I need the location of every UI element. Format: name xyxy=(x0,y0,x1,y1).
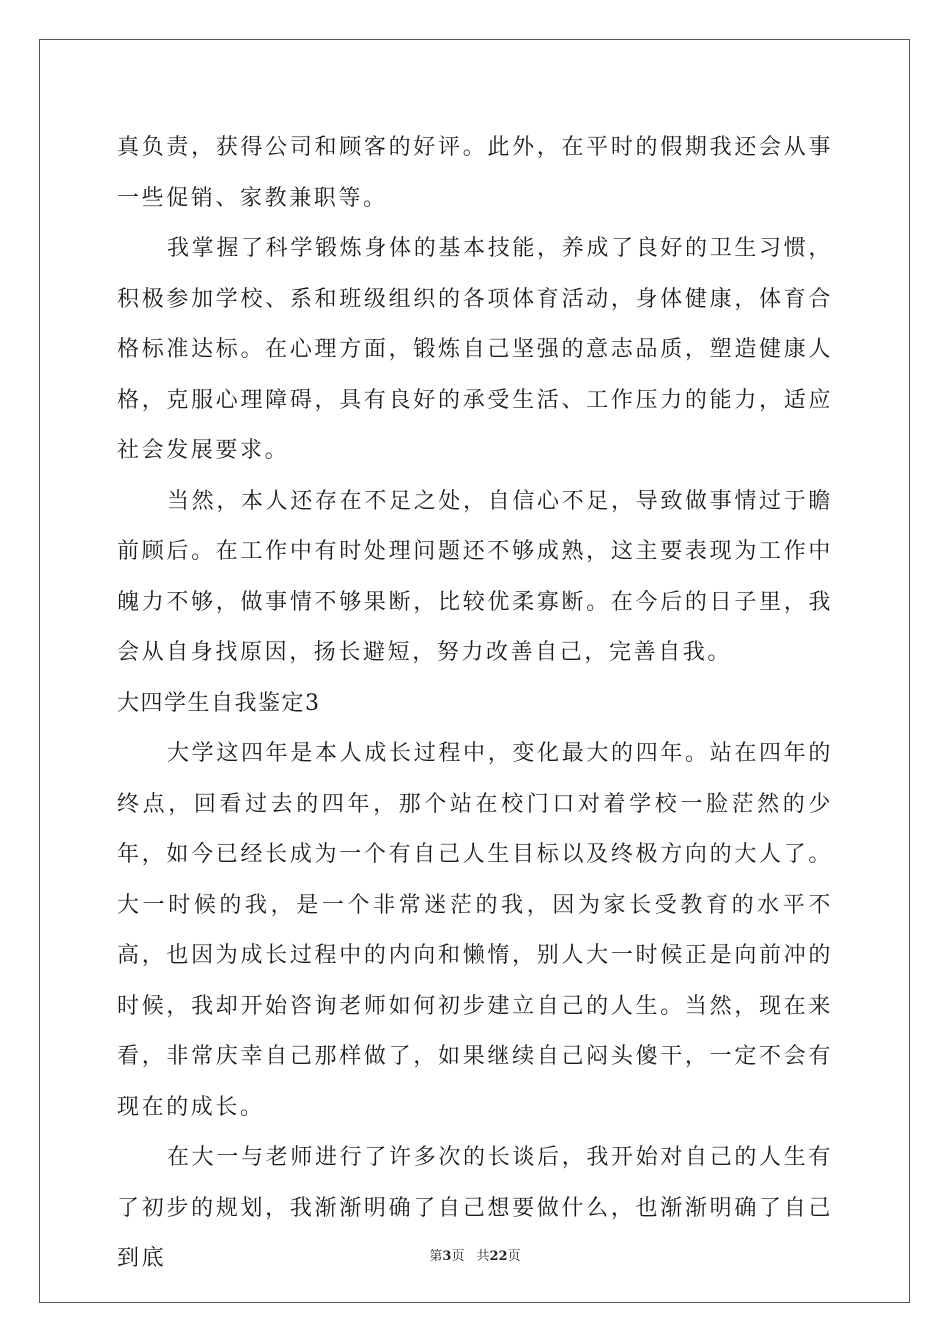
total-pages: 22 xyxy=(489,1249,508,1264)
document-body xyxy=(117,123,833,1285)
page-number: 3 xyxy=(442,1249,452,1264)
paragraph-1: 真负责，获得公司和顾客的好评。此外，在平时的假期我还会从事一些促销、家教兼职等。 xyxy=(117,135,833,211)
page-prefix: 第 xyxy=(429,1249,443,1264)
paragraph-5: 在大一与老师进行了许多次的长谈后，我开始对自己的人生有了初步的规划，我渐渐明确了自己想要做什么，也渐渐明确了自己到底 xyxy=(117,1145,833,1271)
page-suffix: 页 xyxy=(451,1249,465,1264)
paragraph-2: 我掌握了科学锻炼身体的基本技能，养成了良好的卫生习惯，积极参加学校、系和班级组织的各项体育活动，身体健康，体育合格标准达标。在心理方面，锻炼自己坚强的意志品质，塑造健康人格，克服心理障碍，具有良好的承受生活、工作压力的能力，适应社会发展要求。 xyxy=(117,236,833,463)
total-suffix: 页 xyxy=(507,1249,521,1264)
total-prefix: 共 xyxy=(476,1249,490,1264)
section-heading: 大四学生自我鉴定3 xyxy=(117,690,321,716)
paragraph-4: 大学这四年是本人成长过程中，变化最大的四年。站在四年的终点，回看过去的四年，那个站在校门口对着学校一脸茫然的少年，如今已经长成为一个有自己人生目标以及终极方向的大人了。大一时候的我，是一个非常迷茫的我，因为家长受教育的水平不高，也因为成长过程中的内向和懒惰，别人大一时候正是向前冲的时候，我却开始咨询老师如何初步建立自己的人生。当然，现在来看，非常庆幸自己那样做了，如果继续自己闷头傻干，一定不会有现在的成长。 xyxy=(117,741,833,1120)
paragraph-3: 当然，本人还存在不足之处，自信心不足，导致做事情过于瞻前顾后。在工作中有时处理问题还不够成熟，这主要表现为工作中魄力不够，做事情不够果断，比较优柔寡断。在今后的日子里，我会从自身找原因，扬长避短，努力改善自己，完善自我。 xyxy=(117,488,833,665)
page-footer xyxy=(0,1247,950,1267)
